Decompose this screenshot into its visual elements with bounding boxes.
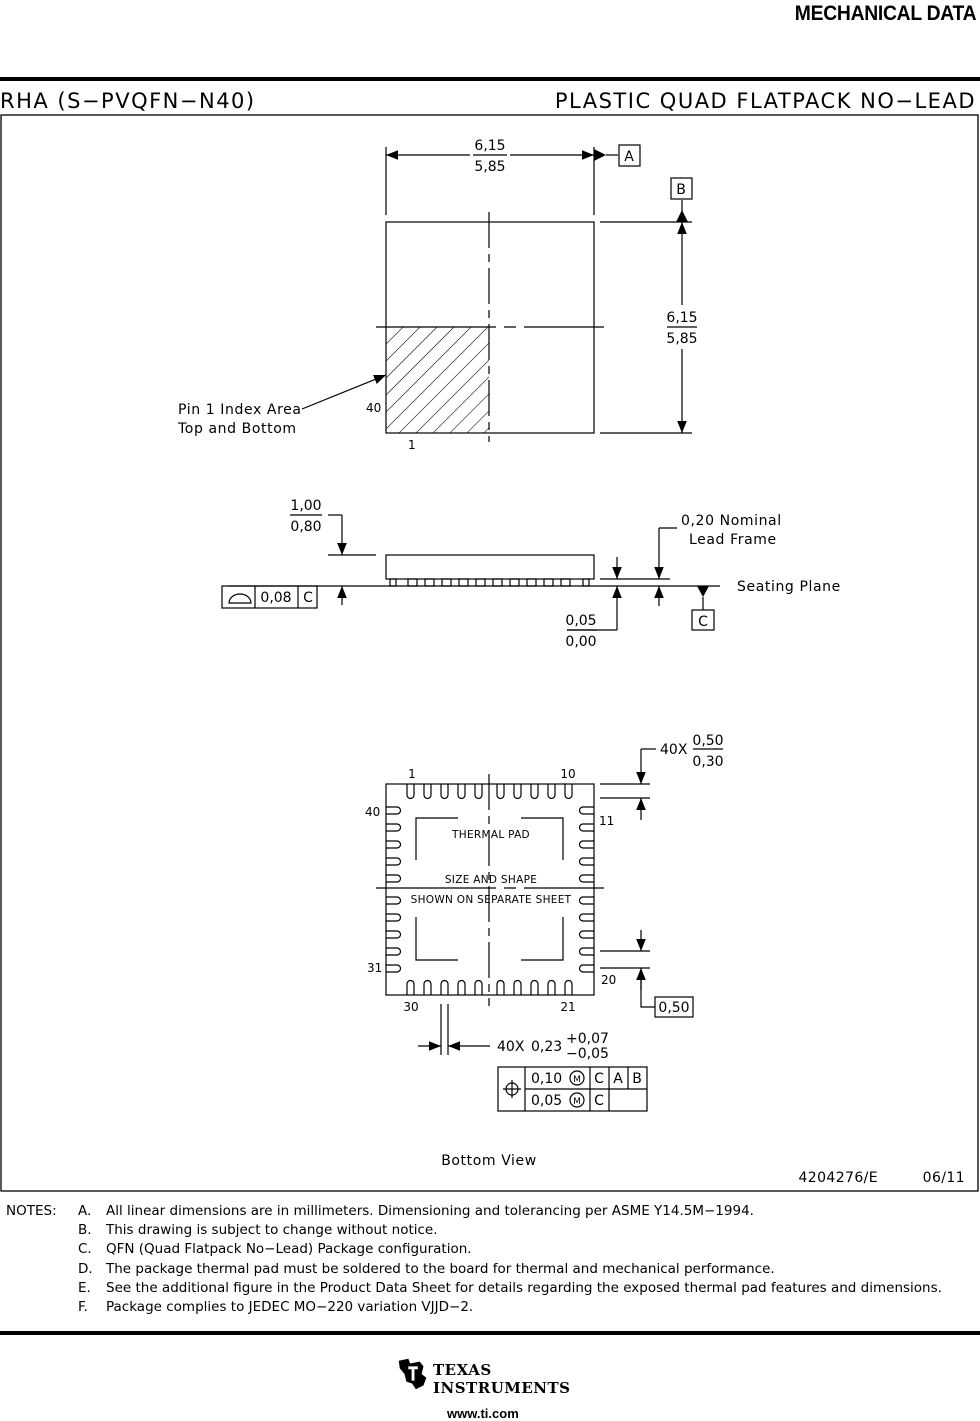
note-letter: F.: [78, 1299, 88, 1316]
top-view: [302, 135, 700, 442]
bottom-pin-10: 10: [560, 767, 576, 781]
notes-heading: NOTES:: [6, 1203, 57, 1219]
package-code: RHA (S−PVQFN−N40): [0, 89, 256, 113]
ti-wordmark: [433, 1361, 571, 1397]
page-title: MECHANICAL DATA: [794, 2, 976, 25]
note-letter: E.: [78, 1279, 91, 1296]
note-text: This drawing is subject to change without notice.: [106, 1222, 438, 1239]
bottom-pin-20: 20: [601, 973, 617, 987]
lead-width-nominal: 0,23: [531, 1039, 563, 1055]
note-text: QFN (Quad Flatpack No−Lead) Package configuration.: [106, 1241, 472, 1258]
bottom-pin-31: 31: [367, 961, 383, 975]
datum-c-arrow: [697, 586, 709, 597]
side-view-labels: [260, 498, 840, 650]
note-text: Package complies to JEDEC MO−220 variation VJJD−2.: [106, 1299, 474, 1316]
lead-frame-label-line1: 0,20 Nominal: [681, 513, 782, 529]
fcf-row2-value: 0,05: [531, 1093, 563, 1109]
ti-logo-icon: [395, 1355, 433, 1393]
bottom-rule: [0, 1331, 980, 1335]
package-outline-bottom: [386, 784, 594, 995]
notes-section: [6, 1202, 942, 1317]
thermal-pad-label: THERMAL PAD: [452, 829, 530, 841]
width-max: 6,15: [474, 138, 506, 154]
fcf-row1-datum-a: A: [613, 1071, 623, 1087]
package-body-side: [386, 555, 594, 579]
lead-length-max: 0,50: [692, 733, 724, 749]
fcf-row2-modifier: M: [573, 1097, 581, 1107]
width-min: 5,85: [474, 159, 506, 175]
thickness-min: 0,80: [290, 519, 322, 535]
note-text: See the additional figure in the Product Data Sheet for details regarding the exposed thermal pad features and dimensions.: [106, 1279, 942, 1296]
lead-length-prefix: 40X: [660, 742, 688, 758]
bottom-leads-right: [580, 807, 594, 972]
bottom-view: [376, 749, 723, 1111]
title-block: [0, 89, 976, 113]
fcf-row1-value: 0,10: [531, 1071, 563, 1087]
pin1-index-area: [386, 327, 489, 433]
bottom-pin-30: 30: [403, 1000, 419, 1014]
flatness-symbol: [229, 594, 251, 603]
size-shape-label: SIZE AND SHAPE: [444, 874, 538, 886]
flatness-value: 0,08: [260, 590, 292, 606]
height-max: 6,15: [666, 310, 698, 326]
pitch-value: 0,50: [658, 1000, 690, 1016]
top-pin-40: 40: [366, 401, 382, 415]
pin1-label-line2: Top and Bottom: [178, 421, 297, 437]
thermal-pad-corner-br: [521, 917, 563, 960]
lead-width-plus: +0,07: [566, 1031, 609, 1047]
datum-a-arrow: [594, 149, 606, 161]
brand-line1: TEXAS: [433, 1361, 492, 1379]
datum-c-label: C: [698, 614, 708, 630]
bottom-pin-21: 21: [560, 1000, 576, 1014]
separate-sheet-label: SHOWN ON SEPARATE SHEET: [410, 894, 572, 906]
thickness-max: 1,00: [290, 498, 322, 514]
pin1-label-line1: Pin 1 Index Area: [178, 402, 302, 418]
bottom-view-dimensions: [441, 733, 965, 1186]
note-letter: D.: [78, 1260, 93, 1277]
brand-line2: INSTRUMENTS: [433, 1379, 571, 1397]
datum-b-arrow: [676, 210, 688, 222]
bottom-view-caption: Bottom View: [441, 1153, 537, 1169]
bottom-pin-11: 11: [599, 814, 615, 828]
height-min: 5,85: [666, 331, 698, 347]
thermal-pad-corner-bl: [416, 917, 458, 960]
fcf-row1-datum-c: C: [594, 1071, 604, 1087]
package-name: PLASTIC QUAD FLATPACK NO−LEAD: [554, 89, 976, 113]
bottom-leads-left: [386, 807, 401, 972]
website-link[interactable]: www.ti.com: [447, 1406, 519, 1421]
flatness-datum: C: [303, 590, 313, 606]
drawing-number: 4204276/E: [798, 1170, 878, 1186]
drawing-date: 06/11: [922, 1170, 965, 1186]
top-pin-1: 1: [408, 438, 416, 452]
fcf-row1-datum-b: B: [632, 1071, 642, 1087]
lead-length-min: 0,30: [692, 754, 724, 770]
note-letter: C.: [78, 1241, 92, 1258]
pitch-leader: [641, 976, 655, 1007]
side-leads: [390, 579, 589, 586]
standoff-min: 0,00: [565, 634, 597, 650]
bottom-pin-40: 40: [365, 805, 381, 819]
seating-plane-label: Seating Plane: [737, 579, 841, 595]
note-text: All linear dimensions are in millimeters. Dimensioning and tolerancing per ASME Y14.5M−1994.: [106, 1203, 754, 1219]
fcf-row1-modifier: M: [573, 1075, 581, 1085]
lead-frame-label-line2: Lead Frame: [689, 532, 777, 548]
bottom-view-labels: [365, 767, 616, 1014]
note-letter: A.: [78, 1203, 92, 1219]
bottom-pin-1: 1: [408, 767, 416, 781]
datum-b-label: B: [676, 182, 686, 198]
datum-a-label: A: [624, 149, 634, 165]
fcf-row2-datum-c: C: [594, 1093, 604, 1109]
lead-width-minus: −0,05: [566, 1046, 609, 1062]
note-letter: B.: [78, 1222, 92, 1239]
standoff-max: 0,05: [565, 613, 597, 629]
note-text: The package thermal pad must be soldered to the board for thermal and mechanical performance.: [106, 1260, 775, 1277]
lead-width-prefix: 40X: [497, 1039, 525, 1055]
